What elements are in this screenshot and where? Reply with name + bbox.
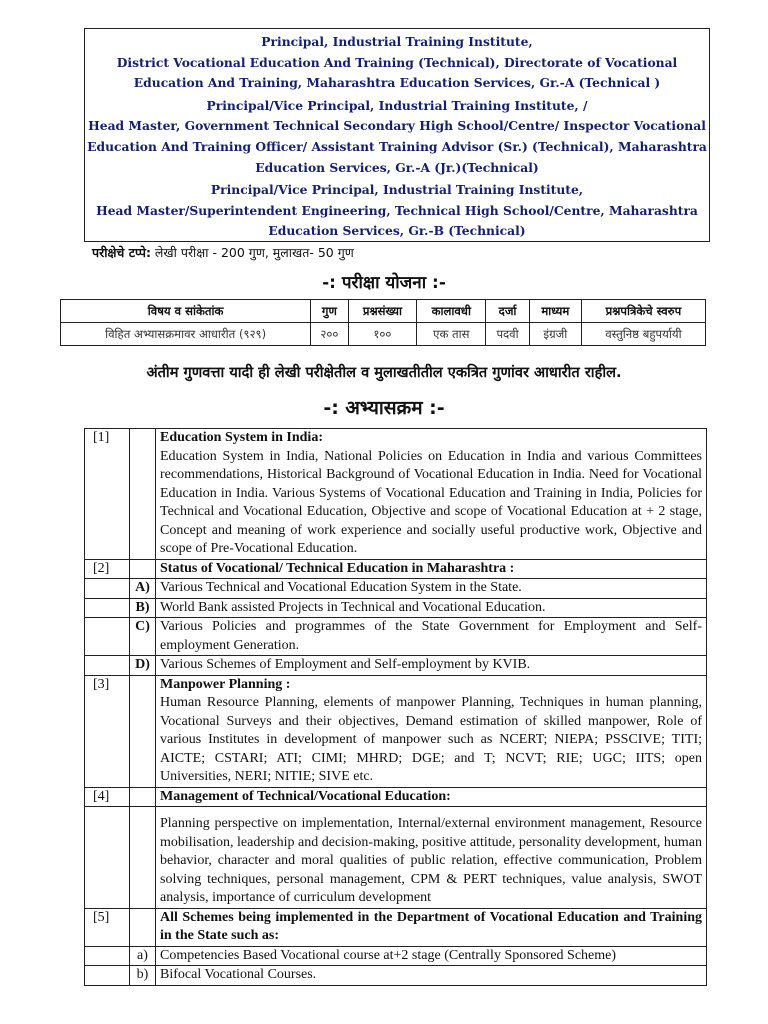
item-text: Various Technical and Vocational Education System in the State. [156,579,707,599]
item-text: Bifocal Vocational Courses. [156,966,707,986]
exam-stages-value: लेखी परीक्षा - 200 गुण, मुलाखत- 50 गुण [150,245,354,260]
column-header: दर्जा [486,300,529,323]
empty-cell [85,966,130,986]
section-text: Education System in India, National Policies on Education in India and various Committees recommendations, Historical Background of Vocational Education in India. Need for Vocational Education in India. Various Systems of Vocational Education and Training in India, Policies for Technical and Vocational Education, Objective and scope of Vocational Education at + 2 stage, Concept and meaning of work experience and socially useful productive work, Objective and scope of Pre-Vocational Education. [160,448,702,556]
list-item [85,598,707,618]
spacer [160,807,702,815]
merit-note: अंतीम गुणवत्ता यादी ही लेखी परीक्षेतील व मुलाखतीतील एकत्रित गुणांवर आधारीत राहील. [146,364,622,381]
exam-stages [92,244,354,261]
column-header: कालावधी [417,300,486,323]
exam-stages-label: परीक्षेचे टप्पे: [92,245,151,260]
item-text: World Bank assisted Projects in Technical and Vocational Education. [156,598,707,618]
column-header: गुण [311,300,348,323]
item-text: Competencies Based Vocational course at+2 stage (Centrally Sponsored Scheme) [156,946,707,966]
syllabus-section-4 [85,787,707,807]
header-block-2 [85,96,709,178]
exam-scheme-table [60,299,706,346]
table-cell: इंग्रजी [529,323,581,346]
syllabus-heading: -: अभ्यासक्रम :- [323,397,445,419]
empty-cell [85,946,130,966]
syllabus-table [84,428,707,986]
header-line: Education And Training, Maharashtra Education Services, Gr.-A (Technical ) [133,75,661,91]
section-title: All Schemes being implemented in the Department of Vocational Education and Training in the State such as: [156,908,707,946]
table-cell: २०० [311,323,348,346]
section-number: [4] [85,787,130,807]
column-header: प्रश्नपत्रिकेचे स्वरुप [581,300,705,323]
table-cell: १०० [348,323,417,346]
empty-cell [130,908,156,946]
list-item [85,966,707,986]
item-label: A) [130,579,156,599]
column-header: माध्यम [529,300,581,323]
section-number: [1] [85,429,130,560]
empty-cell [85,618,130,656]
table-cell: पदवी [486,323,529,346]
list-item [85,946,707,966]
item-label: a) [130,946,156,966]
section-content [156,429,707,560]
header-line: Education Services, Gr.-B (Technical) [268,223,526,239]
item-label: B) [130,598,156,618]
item-text: Various Schemes of Employment and Self-employment by KVIB. [156,656,707,676]
empty-cell [130,559,156,579]
header-line: Head Master/Superintendent Engineering, Technical High School/Centre, Maharashtra [96,202,698,218]
empty-cell [130,807,156,909]
header-box [84,28,710,242]
header-line: Head Master, Government Technical Secondary High School/Centre/ Inspector Vocational [88,118,706,134]
empty-cell [85,656,130,676]
table-cell: एक तास [417,323,486,346]
syllabus-section-3 [85,675,707,787]
section-number: [3] [85,675,130,787]
empty-cell [130,675,156,787]
section-content [156,675,707,787]
section-title: Management of Technical/Vocational Education: [156,787,707,807]
table-row [61,323,706,346]
section-number: [5] [85,908,130,946]
empty-cell [85,579,130,599]
header-line: District Vocational Education And Training (Technical), Directorate of Vocational [116,54,678,70]
syllabus-section-1 [85,429,707,560]
list-item [85,618,707,656]
header-line: Principal/Vice Principal, Industrial Training Institute, / [206,97,588,113]
item-label: D) [130,656,156,676]
syllabus-section-5 [85,908,707,946]
empty-cell [85,807,130,909]
column-header: विषय व सांकेतांक [61,300,311,323]
header-line: Education And Training Officer/ Assistant Training Advisor (Sr.) (Technical), Maharashtra [87,138,707,154]
section-title: Status of Vocational/ Technical Education in Maharashtra : [156,559,707,579]
header-line: Education Services, Gr.-A (Jr.)(Technical) [255,159,539,175]
section-title: Manpower Planning : [160,676,291,692]
item-label: b) [130,966,156,986]
header-block-3 [85,180,709,242]
header-line: Principal, Industrial Training Institute, [261,34,533,49]
section-text: Planning perspective on implementation, Internal/external environment management, Resource mobilisation, leadership and decision-making, positive attitude, personality development, human behavior, character and moral qualities of public relation, effective communication, Problem solving techniques, personal management, CPM & PERT techniques, value analysis, SWOT analysis, importance of curriculum development [160,816,702,905]
section-title: Education System in India: [160,430,323,445]
section-content [156,807,707,909]
section-text: Human Resource Planning, elements of manpower Planning, Techniques in human planning, Vocational Surveys and their objectives, Demand estimation of skilled manpower, Role of various Institutes in development of manpower such as NCERT; NIEPA; PSSCIVE; TITI; AICTE; CSTARI; ATI; CIMI; MHRD; DGE; and T; NCVT; RIE; UGC; IITS; open Universities, NERI; NITIE; SIVE etc. [160,695,702,784]
empty-cell [130,787,156,807]
scheme-heading: -: परीक्षा योजना :- [322,273,446,293]
column-header: प्रश्नसंख्या [348,300,417,323]
list-item [85,579,707,599]
section-number: [2] [85,559,130,579]
table-cell: विहित अभ्यासक्रमावर आधारीत (९२९) [61,323,311,346]
list-item [85,656,707,676]
table-cell: वस्तुनिष्ठ बहुपर्यायी [581,323,705,346]
item-text: Various Policies and programmes of the State Government for Employment and Self-employment Generation. [156,618,707,656]
header-line: Principal/Vice Principal, Industrial Training Institute, [210,182,584,198]
item-label: C) [130,618,156,656]
syllabus-section-4-body [85,807,707,909]
empty-cell [85,598,130,618]
table-header-row [61,300,706,323]
header-block-1 [85,32,709,94]
empty-cell [130,429,156,560]
syllabus-section-2 [85,559,707,579]
